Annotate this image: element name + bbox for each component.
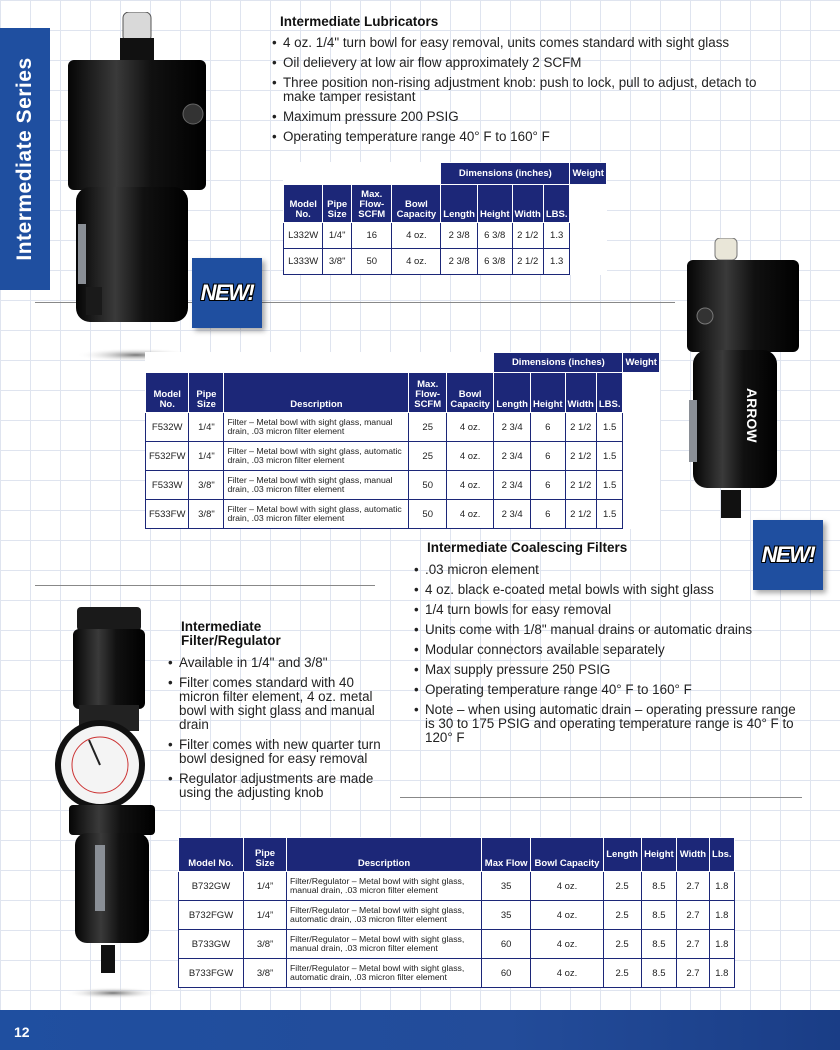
side-tab: [0, 28, 50, 290]
table-header: Height: [530, 373, 565, 413]
lubricators-section: [272, 14, 782, 150]
table-row: B733GW 3/8” Filter/Regulator – Metal bowl with sight glass, manual drain, .03 micron filter element 60 4 oz. 2.5 8.5 2.7 1.8: [179, 930, 735, 959]
coalescing-filter-product-image: [675, 238, 805, 528]
table-header: Model No.: [284, 185, 323, 223]
lubricators-bullets: [272, 36, 782, 144]
table-header: Pipe Size: [244, 838, 287, 872]
table-header: Width: [512, 185, 543, 223]
table-header: Pipe Size: [189, 373, 224, 413]
bullet-item: • 4 oz. 1/4" turn bowl for easy removal, units comes standard with sight glass: [272, 36, 782, 50]
filter-regulator-bullets: [168, 656, 386, 800]
table-header: Bowl Capacity: [531, 838, 603, 872]
lubricators-spec-table: [283, 162, 607, 275]
table-header: Width: [565, 373, 596, 413]
coalescing-section: [414, 540, 809, 751]
bullet-item: • Max supply pressure 250 PSIG: [414, 663, 809, 677]
bullet-item: • Oil delievery at low air flow approximately 2 SCFM: [272, 56, 782, 70]
table-header: Bowl Capacity: [392, 185, 441, 223]
section-title: Intermediate Filter/Regulator: [181, 619, 281, 648]
table-header: Bowl Capacity: [446, 373, 493, 413]
table-row: F533W 3/8" Filter – Metal bowl with sight glass, manual drain, .03 micron filter element 50 4 oz. 2 3/4 6 2 1/2 1.5: [146, 471, 660, 500]
table-header: Model No.: [179, 838, 244, 872]
table-header: LBS.: [543, 185, 570, 223]
arrow-brand-text: ARROW: [744, 388, 760, 443]
table-row: B733FGW 3/8” Filter/Regulator – Metal bowl with sight glass, automatic drain, .03 micron filter element 60 4 oz. 2.5 8.5 2.7 1.8: [179, 959, 735, 988]
new-badge: NEW!: [192, 258, 262, 328]
table-header: Width: [677, 838, 709, 872]
table-header: Lbs.: [709, 838, 734, 872]
bullet-item: • Operating temperature range 40° F to 160° F: [272, 130, 782, 144]
bullet-item: • .03 micron element: [414, 563, 809, 577]
table-header: Max. Flow- SCFM: [352, 185, 392, 223]
new-badge: NEW!: [753, 520, 823, 590]
bullet-item: • Regulator adjustments are made using the adjusting knob: [168, 772, 386, 800]
table-header: LBS.: [596, 373, 623, 413]
table-group-header: Weight: [570, 163, 607, 185]
bullet-item: • Units come with 1/8" manual drains or automatic drains: [414, 623, 809, 637]
bullet-item: • 1/4 turn bowls for easy removal: [414, 603, 809, 617]
table-group-header: Dimensions (inches): [494, 353, 623, 373]
coalescing-bullets: [414, 563, 809, 745]
table-row: L332W 1/4" 16 4 oz. 2 3/8 6 3/8 2 1/2 1.3: [284, 223, 607, 249]
bullet-item: • Note – when using automatic drain – operating pressure range is 30 to 175 PSIG and operating temperature range is 40° F to 120° F: [414, 703, 809, 745]
bullet-item: • Modular connectors available separately: [414, 643, 809, 657]
bullet-item: • Filter comes with new quarter turn bowl designed for easy removal: [168, 738, 386, 766]
section-title: Intermediate Lubricators: [280, 14, 439, 29]
table-header: Length: [441, 185, 478, 223]
table-group-header: Dimensions (inches): [441, 163, 570, 185]
divider: [400, 797, 802, 798]
divider: [35, 585, 375, 586]
table-row: F532W 1/4" Filter – Metal bowl with sight glass, manual drain, .03 micron filter element 25 4 oz. 2 3/4 6 2 1/2 1.5: [146, 413, 660, 442]
table-header: Pipe Size: [323, 185, 352, 223]
page-number: 12: [14, 1024, 30, 1040]
table-header: Description: [224, 373, 409, 413]
table-header: Height: [477, 185, 512, 223]
table-header: Model No.: [146, 373, 189, 413]
bullet-item: • 4 oz. black e-coated metal bowls with sight glass: [414, 583, 809, 597]
table-header: Length: [494, 373, 531, 413]
bullet-item: • Available in 1/4" and 3/8": [168, 656, 386, 670]
table-header: Max Flow: [482, 838, 531, 872]
table-row: L333W 3/8" 50 4 oz. 2 3/8 6 3/8 2 1/2 1.3: [284, 249, 607, 275]
filters-spec-table: [145, 352, 660, 529]
table-header: Description: [287, 838, 482, 872]
side-tab-label: Intermediate Series: [13, 57, 36, 261]
filter-regulator-section: [168, 620, 386, 806]
table-row: B732GW 1/4” Filter/Regulator – Metal bowl with sight glass, manual drain, .03 micron filter element 35 4 oz. 2.5 8.5 2.7 1.8: [179, 872, 735, 901]
bullet-item: • Maximum pressure 200 PSIG: [272, 110, 782, 124]
table-header: Max. Flow- SCFM: [409, 373, 447, 413]
page-footer: [0, 1010, 840, 1050]
table-row: F532FW 1/4" Filter – Metal bowl with sight glass, automatic drain, .03 micron filter element 25 4 oz. 2 3/4 6 2 1/2 1.5: [146, 442, 660, 471]
table-row: B732FGW 1/4” Filter/Regulator – Metal bowl with sight glass, automatic drain, .03 micron filter element 35 4 oz. 2.5 8.5 2.7 1.8: [179, 901, 735, 930]
filter-regulator-spec-table: [178, 837, 735, 988]
bullet-item: • Filter comes standard with 40 micron filter element, 4 oz. metal bowl with sight glass and manual drain: [168, 676, 386, 732]
table-group-header: Weight: [623, 353, 660, 373]
bullet-item: • Three position non-rising adjustment knob: push to lock, pull to adjust, detach to make tamper resistant: [272, 76, 782, 104]
section-title: Intermediate Coalescing Filters: [427, 540, 628, 555]
table-header: Height: [641, 838, 677, 872]
table-row: F533FW 3/8" Filter – Metal bowl with sight glass, automatic drain, .03 micron filter element 50 4 oz. 2 3/4 6 2 1/2 1.5: [146, 500, 660, 529]
bullet-item: • Operating temperature range 40° F to 160° F: [414, 683, 809, 697]
filter-regulator-product-image: [55, 605, 175, 1005]
table-header: Length: [603, 838, 641, 872]
